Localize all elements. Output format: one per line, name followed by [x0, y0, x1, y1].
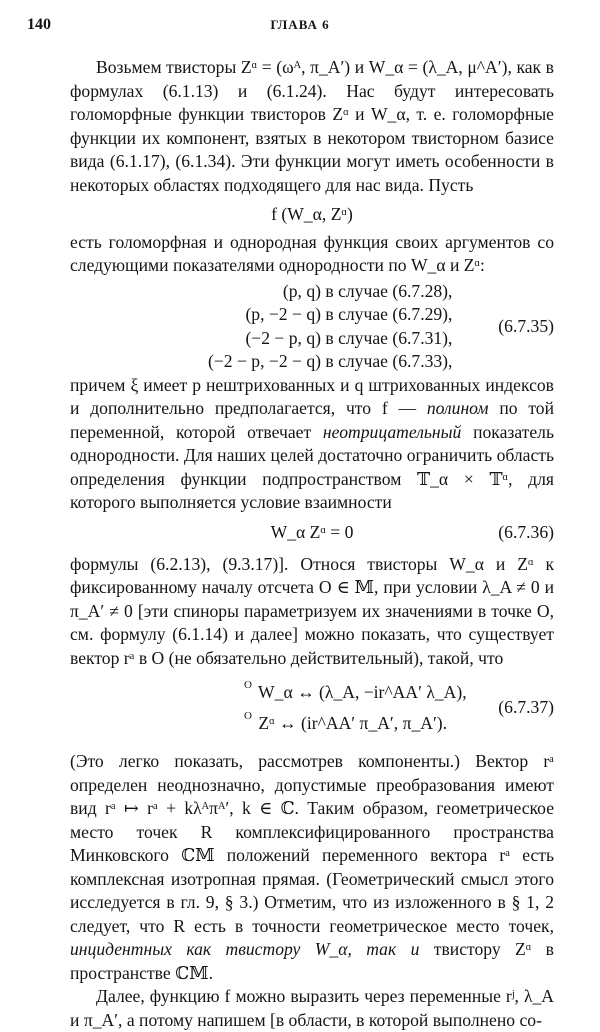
- chapter-header: ГЛАВА 6: [270, 17, 330, 32]
- equation-formula: W_α Zᵅ = 0: [270, 521, 354, 542]
- relation-line-2: [242, 705, 467, 736]
- paragraph-5-text: (Это легко показать, рассмотрев компоненты.) Вектор rᵃ определен неоднозначно, допустимые преобразования имеют вид rᵃ ↦ rᵃ + kλᴬπᴬ′, k ∈ ℂ. Таким образом, геометрическое место точек R комплексифицированного пространства Минковского ℂ𝕄 положений переменного вектора rᵃ есть комплексная изотропная прямая. (Геометрический смысл этого исследуется в гл. 9, § 3.) Отметим, что из изложенного в § 1, 2 следует, что R есть в точности геометрическое место точек,: [70, 751, 554, 936]
- relation-lines: [242, 674, 467, 735]
- equation-6-7-35: [70, 280, 554, 374]
- equation-6-7-36: [70, 521, 554, 547]
- emphasis-nonnegative: неотрицательный: [322, 421, 462, 442]
- relation-formula: Zᵅ ↔ (ir^AA′ π_A′, π_A′).: [258, 712, 448, 733]
- paragraph-2: есть голоморфная и однородная функция своих аргументов со следующими показателями однородности по W_α и Zᵅ:: [70, 231, 554, 275]
- formula-f: f (W_α, Zᵅ): [271, 204, 353, 224]
- relation-line-1: [242, 674, 467, 705]
- case-line: (−2 − p, q) в случае (6.7.31),: [245, 327, 453, 348]
- case-line: (−2 − p, −2 − q) в случае (6.7.33),: [208, 351, 453, 371]
- emphasis-incident: инцидентных как твистору W_α, так и: [70, 939, 420, 959]
- paragraph-6: Далее, функцию f можно выразить через переменные rʲ, λ_A и π_A′, а потому напишем [в области, в которой выполнено со-: [70, 986, 554, 1030]
- paragraph-5: [70, 750, 554, 985]
- relation-formula: W_α ↔ (λ_A, −ir^AA′ λ_A),: [258, 682, 467, 702]
- paragraph-3-part-c: показатель однородности. Для наших целей достаточно ограничить область определения функции подпространством 𝕋_α × 𝕋ᵅ, для которого выполняется условие взаимности: [70, 421, 554, 512]
- paragraph-1: Возьмем твисторы Zᵅ = (ωᴬ, π_A′) и W_α = (λ_A, μ^A′), как в формулах (6.1.13) и (6.1.24). Нас будут интересовать голоморфные функции твисторов Zᵅ и W_α, т. е. голоморфные функции их компонент, взятых в некотором твисторном базисе вида (6.1.17), (6.1.34). Эти функции могут иметь особенности в некоторых областях подходящего для нас вида. Пусть: [70, 57, 554, 195]
- equation-6-7-37: [70, 674, 554, 746]
- page-number: 140: [27, 16, 51, 33]
- case-line: (p, q) в случае (6.7.28),: [282, 280, 453, 301]
- cases-lines: [208, 280, 452, 374]
- paragraph-5-end: твистору Zᵅ в пространстве ℂ𝕄.: [70, 939, 554, 983]
- over-point: O: [244, 679, 252, 691]
- emphasis-polynomial: полином: [426, 398, 489, 418]
- main-text: [70, 56, 554, 1032]
- over-point: O: [244, 709, 252, 722]
- equation-number: (6.7.36): [498, 521, 554, 542]
- equation-number: (6.7.37): [498, 697, 554, 717]
- paragraph-4: формулы (6.2.13), (9.3.17)]. Относя твисторы W_α и Zᵅ к фиксированному началу отсчета O ∈ 𝕄, при условии λ_A ≠ 0 и π_A′ ≠ 0 [эти спиноры параметризуем их значениями в точке O, см. формулу (6.1.14) и далее] можно показать, что существует вектор rᵃ в O (не обязательно действительный), такой, что: [70, 553, 554, 668]
- paragraph-3: [70, 374, 554, 515]
- case-line: (p, −2 − q) в случае (6.7.29),: [245, 304, 453, 324]
- paragraph-3-part-a: причем ξ имеет p нештрихованных и q штрихованных индексов и дополнительно предполагается, что f —: [70, 374, 554, 418]
- paragraph-3-part-b: по той переменной, которой отвечает: [70, 398, 554, 442]
- equation-number: (6.7.35): [498, 315, 554, 336]
